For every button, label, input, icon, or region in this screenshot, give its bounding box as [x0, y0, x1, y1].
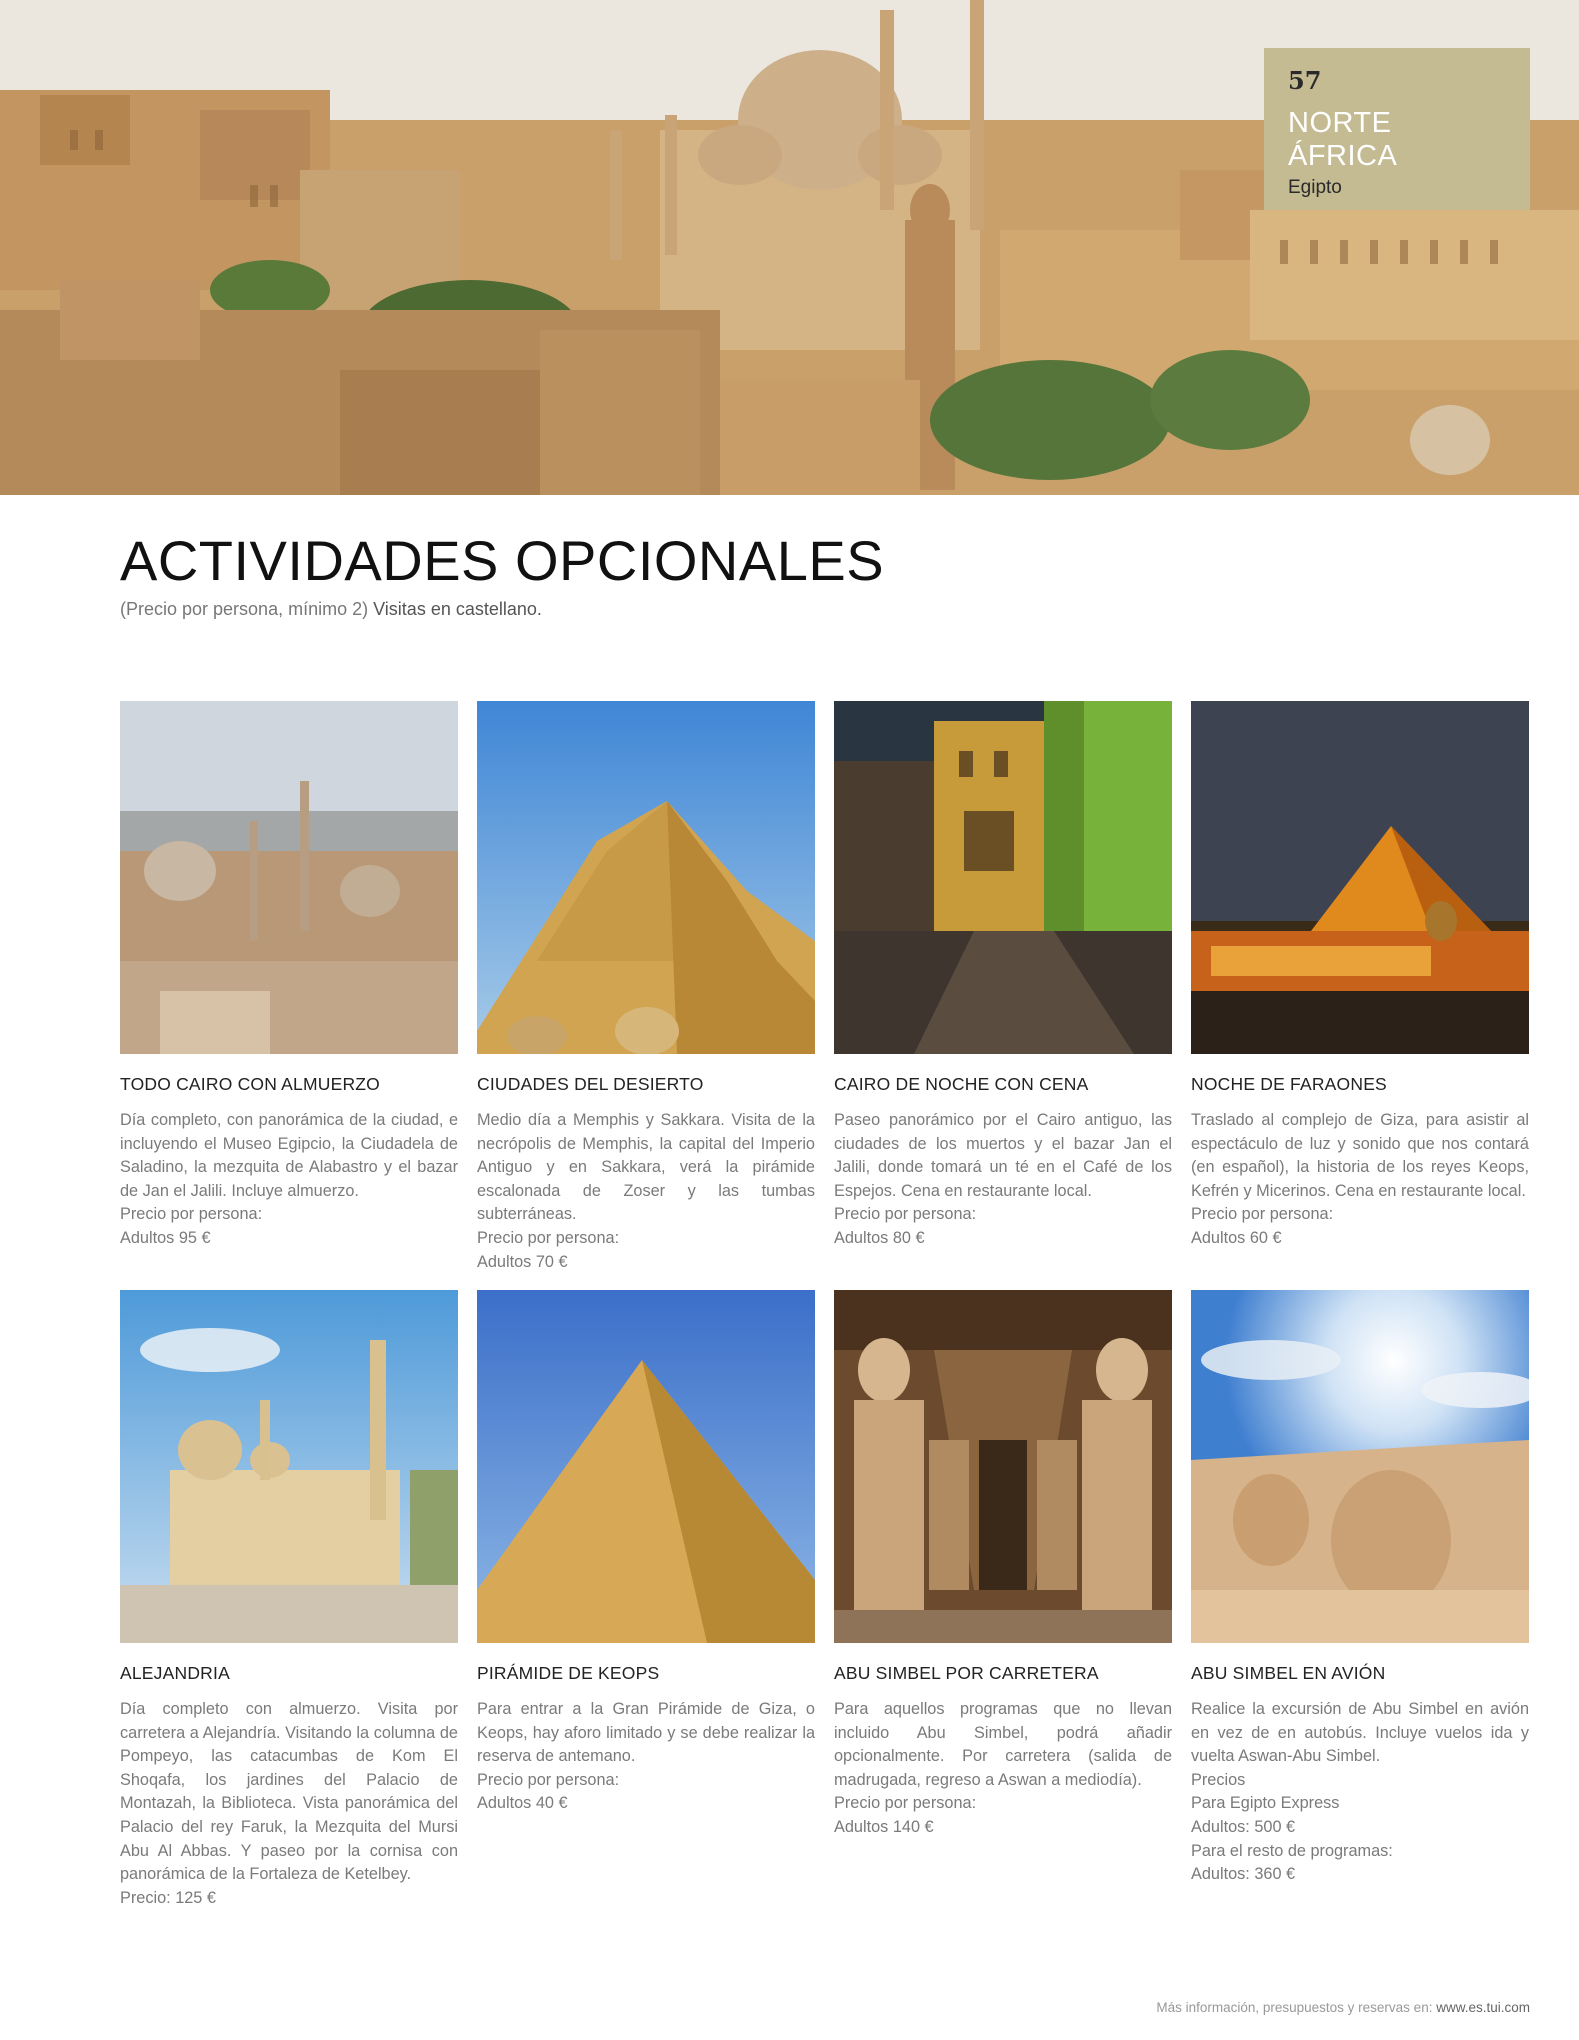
activity-card	[120, 1290, 458, 1910]
price-value: Adultos 80 €	[834, 1228, 925, 1247]
activity-title: TODO CAIRO CON ALMUERZO	[120, 1074, 380, 1094]
activity-description: Día completo, con panorámica de la ciudad, e incluyendo el Museo Egipcio, la Ciudadela de Saladino, la mezquita de Alabastro y el bazar de Jan el Jalili. Incluye almuerzo.	[120, 1111, 458, 1200]
activity-description: Paseo panorámico por el Cairo antiguo, las ciudades de los muertos y el bazar Jan el Jalili, donde tomará un té en el Café de los Espejos. Cena en restaurante local.	[834, 1111, 1172, 1200]
price-label: Precio por persona:	[120, 1205, 263, 1224]
page-number: 57	[1288, 66, 1322, 95]
activity-photo-giza-light-show	[1191, 701, 1529, 1054]
subtitle-strong: Visitas en castellano.	[373, 599, 542, 619]
activity-title: CIUDADES DEL DESIERTO	[477, 1074, 704, 1094]
activity-photo-abu-simbel-interior	[834, 1290, 1172, 1643]
activity-card	[120, 701, 458, 1251]
activity-card	[1191, 1290, 1529, 1887]
hero-image-cairo-citadel	[0, 0, 1579, 495]
activity-card	[477, 701, 815, 1274]
price-value: Precio: 125 €	[120, 1888, 216, 1907]
page-title: ACTIVIDADES OPCIONALES	[120, 529, 885, 592]
activity-description: Realice la excursión de Abu Simbel en avión en vez de en autobús. Incluye vuelos ida y vuelta Aswan-Abu Simbel.	[1191, 1700, 1529, 1766]
activity-title: ABU SIMBEL EN AVIÓN	[1191, 1663, 1386, 1683]
activity-card	[477, 1290, 815, 1816]
footer-text: Más información, presupuestos y reservas en:	[1156, 2000, 1433, 2015]
activity-photo-step-pyramid	[477, 701, 815, 1054]
price-label: Precio por persona:	[477, 1228, 620, 1247]
price-value: Adultos 60 €	[1191, 1228, 1282, 1247]
activity-description: Para entrar a la Gran Pirámide de Giza, o Keops, hay aforo limitado y se debe realizar la reserva de antemano.	[477, 1700, 815, 1766]
region-label: NORTE ÁFRICA	[1288, 107, 1398, 172]
subtitle-prefix: (Precio por persona, mínimo 2)	[120, 599, 369, 619]
price-label: Precio por persona:	[1191, 1205, 1334, 1224]
page-subtitle	[120, 599, 884, 620]
activity-title: ALEJANDRIA	[120, 1663, 230, 1683]
price-value: Adultos 95 €	[120, 1228, 211, 1247]
activity-description: Traslado al complejo de Giza, para asistir al espectáculo de luz y sonido que nos contará (en español), la historia de los reyes Keops, Kefrén y Micerinos. Cena en restaurante local.	[1191, 1111, 1529, 1200]
activity-card	[834, 1290, 1172, 1840]
country-label: Egipto	[1288, 177, 1342, 198]
footer-note	[1156, 2000, 1530, 2015]
activity-description: Día completo con almuerzo. Visita por carretera a Alejandría. Visitando la columna de Pompeyo, las catacumbas de Kom El Shoqafa, los jardines del Palacio de Montazah, la Biblioteca. Vista panorámica del Palacio del rey Faruk, la Mezquita del Mursi Abu Al Abbas. Y paseo por la cornisa con panorámica de la Fortaleza de Ketelbey.	[120, 1700, 458, 1884]
activity-title: CAIRO DE NOCHE CON CENA	[834, 1074, 1089, 1094]
page-badge	[1264, 48, 1530, 210]
activity-photo-abu-simbel-statues	[1191, 1290, 1529, 1643]
activity-description: Para aquellos programas que no llevan incluido Abu Simbel, podrá añadir opcionalmente. Por carretera (salida de madrugada, regreso a Aswan a mediodía).	[834, 1700, 1172, 1789]
activity-photo-great-pyramid	[477, 1290, 815, 1643]
price-line: Para Egipto Express	[1191, 1794, 1340, 1813]
price-label: Precios	[1191, 1770, 1246, 1789]
activity-description: Medio día a Memphis y Sakkara. Visita de la necrópolis de Memphis, la capital del Imperio Antiguo y en Sakkara, verá la pirámide escalonada de Zoser y las tumbas subterráneas.	[477, 1111, 815, 1224]
price-value: Adultos 40 €	[477, 1794, 568, 1813]
price-value: Adultos 140 €	[834, 1817, 934, 1836]
price-label: Precio por persona:	[834, 1794, 977, 1813]
section-heading	[120, 528, 884, 620]
activity-photo-alexandria-mosque	[120, 1290, 458, 1643]
activity-photo-cairo-night	[834, 701, 1172, 1054]
price-value: Adultos: 360 €	[1191, 1865, 1296, 1884]
activity-card	[834, 701, 1172, 1251]
price-value: Adultos 70 €	[477, 1252, 568, 1271]
footer-link[interactable]: www.es.tui.com	[1436, 2000, 1530, 2015]
price-label: Precio por persona:	[477, 1770, 620, 1789]
activity-title: PIRÁMIDE DE KEOPS	[477, 1663, 660, 1683]
activity-title: NOCHE DE FARAONES	[1191, 1074, 1387, 1094]
price-label: Precio por persona:	[834, 1205, 977, 1224]
activity-title: ABU SIMBEL POR CARRETERA	[834, 1663, 1099, 1683]
activity-photo-cairo-skyline	[120, 701, 458, 1054]
price-value: Adultos: 500 €	[1191, 1817, 1296, 1836]
activity-card	[1191, 701, 1529, 1251]
price-line: Para el resto de programas:	[1191, 1841, 1393, 1860]
